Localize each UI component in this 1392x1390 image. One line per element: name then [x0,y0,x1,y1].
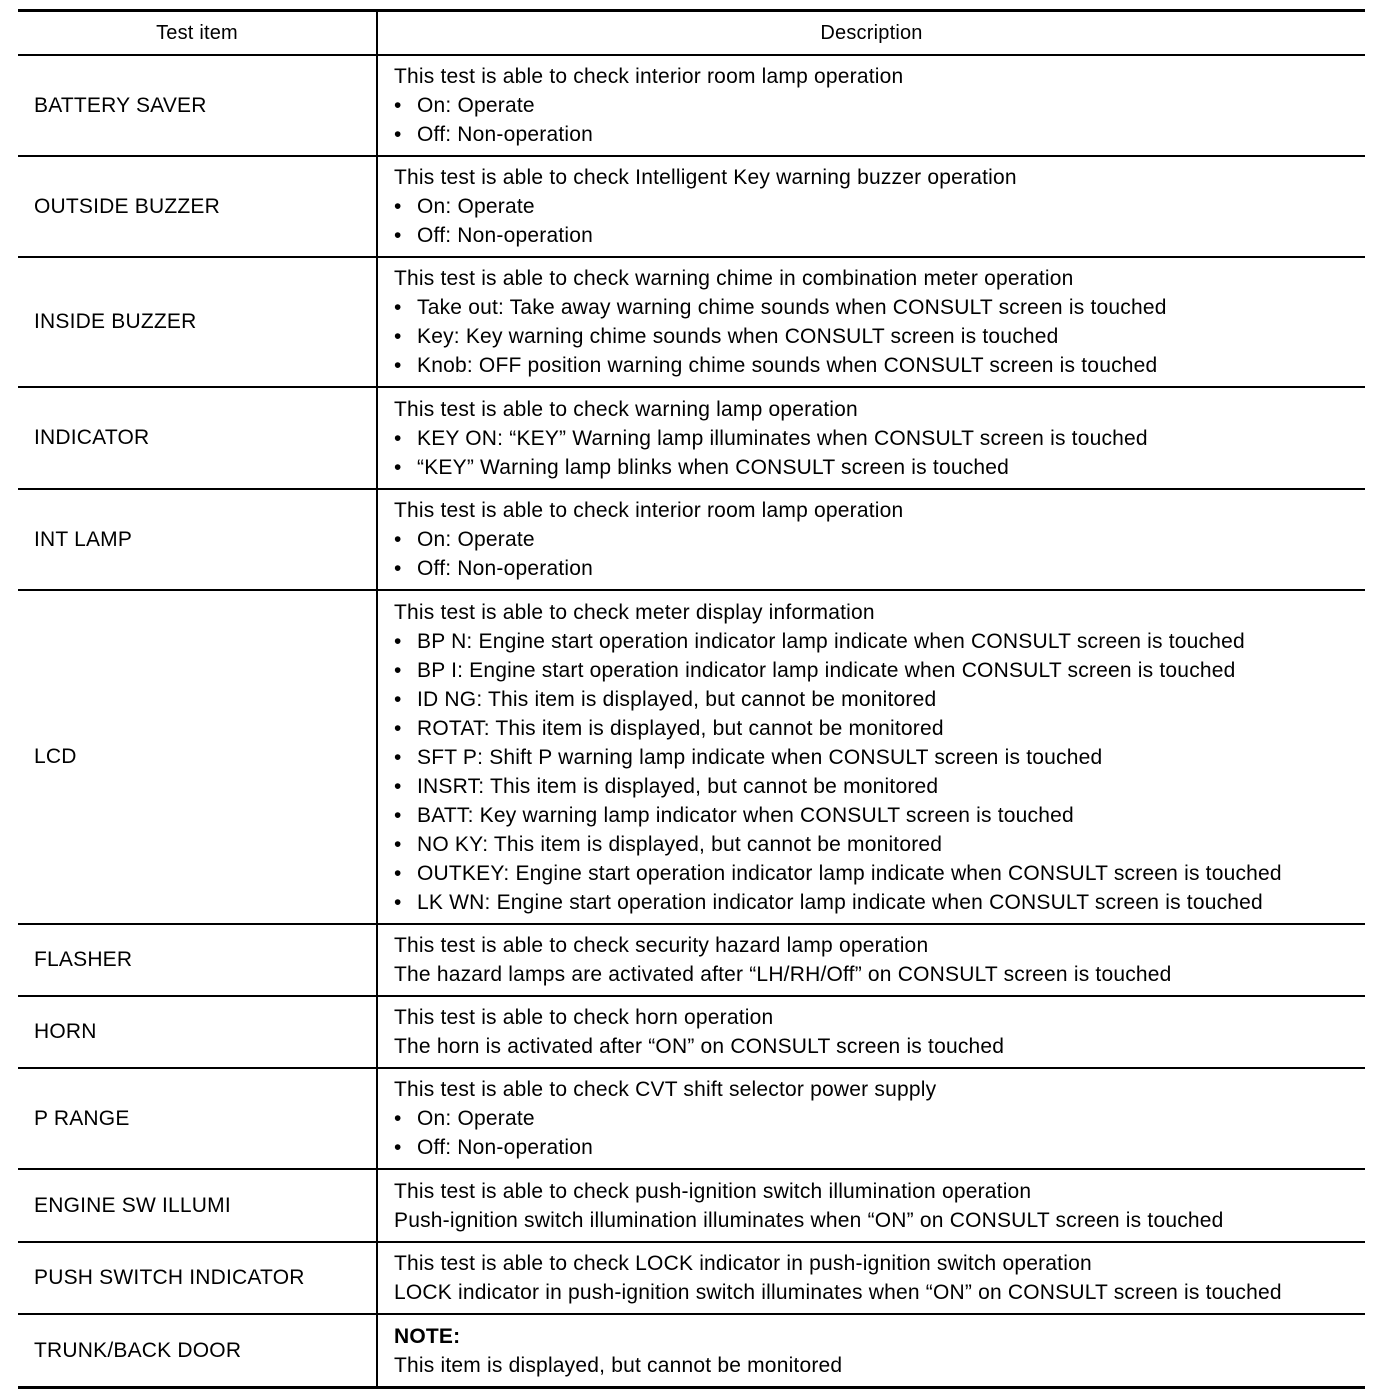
table-row [18,925,1365,997]
bullet-item [394,351,1365,380]
bullet-text: “KEY” Warning lamp blinks when CONSULT screen is touched [417,455,1010,479]
table-row [18,157,1365,258]
test-item-cell: BATTERY SAVER [18,56,378,155]
test-item-cell: LCD [18,591,378,923]
bullet-icon: • [394,745,402,769]
bullet-icon: • [394,296,402,319]
bullet-text: Off: Non-operation [417,224,593,247]
bullet-item [394,322,1365,351]
bullet-item [394,453,1365,482]
table-row [18,1315,1365,1386]
bullet-text: ROTAT: This item is displayed, but cannot be monitored [417,716,944,740]
header-test-item: Test item [18,12,378,54]
bullet-text: ID NG: This item is displayed, but cannot be monitored [417,687,937,711]
bullet-icon: • [394,1107,402,1130]
table-body [18,56,1365,1386]
bullet-text: On: Operate [417,528,535,551]
description-line: This test is able to check Intelligent Key warning buzzer operation [394,166,1017,189]
bullet-text: INSRT: This item is displayed, but cannot be monitored [417,774,939,798]
test-item-cell: HORN [18,997,378,1067]
bullet-text: Off: Non-operation [417,1136,593,1159]
description-line: This test is able to check interior room lamp operation [394,65,904,88]
description-line: This test is able to check CVT shift selector power supply [394,1078,937,1101]
test-item-cell: ENGINE SW ILLUMI [18,1170,378,1241]
table-row [18,1243,1365,1315]
test-item-cell: INDICATOR [18,388,378,488]
bullet-text: On: Operate [417,94,535,117]
bullet-icon: • [394,803,402,827]
description-line: The hazard lamps are activated after “LH/RH/Off” on CONSULT screen is touched [394,963,1172,986]
header-description: Description [820,21,923,44]
description-line: This item is displayed, but cannot be monitored [394,1353,843,1377]
bullet-item [394,888,1365,917]
description-cell [378,925,1365,995]
bullet-icon: • [394,629,402,653]
bullet-icon: • [394,195,402,218]
bullet-item [394,830,1365,859]
description-cell [378,56,1365,155]
bullet-text: LK WN: Engine start operation indicator lamp indicate when CONSULT screen is touched [417,890,1263,914]
test-item-cell: P RANGE [18,1069,378,1168]
bullet-icon: • [394,861,402,885]
bullet-icon: • [394,528,402,551]
bullet-item [394,120,1365,149]
bullet-text: Take out: Take away warning chime sounds when CONSULT screen is touched [417,296,1167,319]
bullet-icon: • [394,832,402,856]
test-item-cell: PUSH SWITCH INDICATOR [18,1243,378,1313]
bullet-icon: • [394,687,402,711]
description-line: LOCK indicator in push-ignition switch illuminates when “ON” on CONSULT screen is touched [394,1281,1282,1304]
bullet-icon: • [394,774,402,798]
bullet-icon: • [394,224,402,247]
bullet-item [394,859,1365,888]
bullet-text: Off: Non-operation [417,557,593,580]
bullet-item [394,221,1365,250]
description-cell [378,1243,1365,1313]
bullet-item [394,554,1365,583]
bullet-text: BATT: Key warning lamp indicator when CONSULT screen is touched [417,803,1074,827]
description-cell [378,997,1365,1067]
bullet-text: Knob: OFF position warning chime sounds when CONSULT screen is touched [417,354,1158,377]
bullet-icon: • [394,325,402,348]
description-cell [378,490,1365,589]
bullet-text: Key: Key warning chime sounds when CONSULT screen is touched [417,325,1059,348]
description-line: This test is able to check warning chime in combination meter operation [394,267,1074,290]
description-cell [378,258,1365,386]
table-row [18,591,1365,925]
bullet-icon: • [394,716,402,740]
bullet-item [394,1133,1365,1162]
description-line: Push-ignition switch illumination illuminates when “ON” on CONSULT screen is touched [394,1208,1224,1232]
table-row [18,1069,1365,1170]
table-bottom-rule [18,1386,1365,1389]
description-line: This test is able to check interior room lamp operation [394,499,904,522]
test-item-table [18,9,1365,1389]
description-cell [378,1170,1365,1241]
table-row [18,258,1365,388]
test-item-cell: TRUNK/BACK DOOR [18,1315,378,1386]
bullet-icon: • [394,658,402,682]
description-line: The horn is activated after “ON” on CONSULT screen is touched [394,1035,1005,1058]
table-row [18,997,1365,1069]
bullet-icon: • [394,426,402,450]
description-line: This test is able to check meter display information [394,600,875,624]
description-cell [378,157,1365,256]
table-row [18,490,1365,591]
test-item-cell: OUTSIDE BUZZER [18,157,378,256]
bullet-text: SFT P: Shift P warning lamp indicate when CONSULT screen is touched [417,745,1103,769]
bullet-text: Off: Non-operation [417,123,593,146]
description-cell [378,388,1365,488]
bullet-item [394,772,1365,801]
bullet-item [394,525,1365,554]
bullet-item [394,192,1365,221]
table-header-row [18,12,1365,56]
bullet-item [394,91,1365,120]
bullet-item [394,293,1365,322]
bullet-icon: • [394,94,402,117]
bullet-text: BP N: Engine start operation indicator lamp indicate when CONSULT screen is touched [417,629,1245,653]
bullet-item [394,1104,1365,1133]
bullet-item [394,656,1365,685]
description-cell [378,1315,1365,1386]
bullet-item [394,714,1365,743]
description-line: This test is able to check security hazard lamp operation [394,934,929,957]
bullet-item [394,801,1365,830]
table-row [18,1170,1365,1243]
note-label: NOTE: [394,1324,461,1348]
bullet-text: On: Operate [417,1107,535,1130]
bullet-text: OUTKEY: Engine start operation indicator lamp indicate when CONSULT screen is touched [417,861,1282,885]
bullet-item [394,685,1365,714]
test-item-cell: INT LAMP [18,490,378,589]
bullet-item [394,743,1365,772]
test-item-cell: FLASHER [18,925,378,995]
bullet-icon: • [394,890,402,914]
bullet-item [394,627,1365,656]
bullet-text: BP I: Engine start operation indicator lamp indicate when CONSULT screen is touched [417,658,1236,682]
bullet-text: KEY ON: “KEY” Warning lamp illuminates when CONSULT screen is touched [417,426,1148,450]
table-row [18,388,1365,490]
description-cell [378,591,1365,923]
bullet-text: On: Operate [417,195,535,218]
bullet-icon: • [394,123,402,146]
bullet-icon: • [394,455,402,479]
description-line: This test is able to check horn operation [394,1006,774,1029]
test-item-cell: INSIDE BUZZER [18,258,378,386]
table-row [18,56,1365,157]
description-line: This test is able to check LOCK indicator in push-ignition switch operation [394,1252,1092,1275]
bullet-icon: • [394,1136,402,1159]
bullet-icon: • [394,354,402,377]
bullet-icon: • [394,557,402,580]
description-cell [378,1069,1365,1168]
description-line: This test is able to check warning lamp operation [394,397,858,421]
description-line: This test is able to check push-ignition switch illumination operation [394,1179,1032,1203]
bullet-item [394,424,1365,453]
bullet-text: NO KY: This item is displayed, but cannot be monitored [417,832,943,856]
